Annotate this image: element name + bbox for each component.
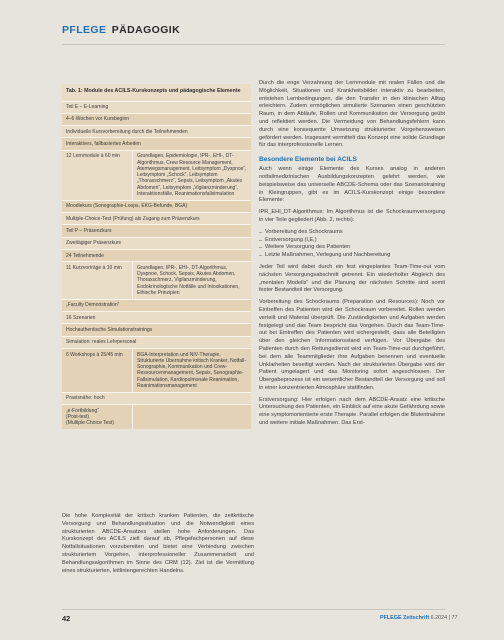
table-body [62, 101, 251, 429]
table-cell: Teil E – E-Learning [66, 104, 109, 111]
section-header [62, 24, 180, 36]
table-cell: Individuelle Kursvorbereitung durch die Teilnehmenden [66, 128, 188, 135]
list-item: _ Letzte Maßnahmen, Verlegung und Nachbereitung [259, 252, 445, 260]
table-cell: 24 Teilnehmende [66, 252, 104, 259]
magazine-brand: PFLEGE [62, 24, 107, 36]
list-item: _ Vorbereitung des Schockraums [259, 229, 445, 237]
table-cell: Interaktives, fallbasiertes Arbeiten [66, 140, 141, 147]
table-row [62, 323, 251, 335]
list-item: _ Weitere Versorgung des Patienten [259, 244, 445, 252]
header-divider [62, 44, 445, 45]
paragraph-preparation: Vorbereitung des Schockraums (Preparation und Resources): Noch vor Eintreffen des Patienten wird der Schockraum vorbereitet. Rollen werden verteilt und Material überprüft. Die Zuständigkeiten und Aufgaben werden festgelegt und das Team bespricht das Vorgehen. Durch das Team-Time-out bei Eintreffen des Patienten wird sichergestellt, dass alle Beteiligten über den gleichen Informationsstand verfügen. Vor Übergabe des Patienten durch den Rettungsdienst wird ein Team-Time-out durchgeführt, bei dem alle Teammitglieder ihre Aufgaben benennen und eventuelle Unklarheiten beseitigt werden. Nach der strukturierten Übergabe wird der Patient umgelagert und das Monitoring sofort angeschlossen. Der Übergabeprozess ist ein wesentlicher Bestandteil der Versorgung und soll in einer konzentrierten Atmosphäre stattfinden. [259, 299, 445, 391]
footer-divider [62, 609, 445, 610]
table-row [62, 404, 251, 429]
table-cell: Praxisnähe: hoch [66, 395, 105, 402]
footer-magazine-name: PFLEGE Zeitschrift [380, 615, 430, 621]
table-cell: Moodlekurs (Sonographie-Loops, EKG-Befunde, BGA) [66, 203, 188, 210]
table-cell: 6 Workshops à 25/45 min [66, 351, 123, 358]
table-row [62, 261, 251, 298]
left-body-text: Die hohe Komplexität der kritisch kranken Patienten, die zeitkritische Versorgung und Behandlungssituation und die Notwendigkeit eines strukturierten ABCDE-Ansatzes stellen hohe Anforderungen. Das Kurskonzept des ACILS zielt darauf ab, Pflegefachpersonen auf diese Notfallsituationen vorzubereiten und bietet eine Verbindung zwischen strukturiertem Vorgehen, interprofessioneller Zusammenarbeit und Behandlungsalgorithmen im Sinne des CRM (12). Ziel ist die Vermittlung eines strukturierten, leitliniengerechten Handelns. [62, 513, 254, 574]
subheading-special-elements: Besondere Elemente bei ACILS [259, 156, 357, 164]
table-row [62, 150, 251, 200]
table-row [62, 200, 251, 212]
paragraph-first-care: Erstversorgung: Hier erfolgen nach dem ABCDE-Ansatz eine kritische Untersuchung des Patienten, ein Einblick auf eine akute Gefährdung sowie eine symptomorientierte erste Therapie. Parallel erfolgen die Blutentnahme und weitere initiale Maßnahmen. Das Erst- [259, 396, 445, 427]
table-row [62, 237, 251, 249]
table-cell: Grundlagen, IPR-, EHI-, DT-Algorithmus, Dyspnoe, Schock, Sepsis, Akutes Abdomen, Thoraxschmerz, Vigilanzminderung, Endokrinologische Notfälle und Intoxikationen, Ethische Prinzipien [132, 262, 251, 298]
table-cell: Multiple-Choice-Test (Prüfung) als Zugang zum Präsenzkurs [66, 215, 200, 222]
table-row [62, 125, 251, 137]
table-row [62, 336, 251, 348]
table-row [62, 212, 251, 224]
table-cell: Zweitägiger Präsenzkurs [66, 240, 122, 247]
module-table [62, 84, 251, 429]
table-cell: Simulation: reales Lehrpersonal [66, 339, 137, 346]
table-cell: Hochauthentische Simulationstrainings [66, 326, 153, 333]
table-cell: BGA-Interpretation und NIV-Therapie, Strukturierte Übernahme kritisch Kranker, Notfall-Sonographie, Kommunikation und Crew-Ressourcenmanagement, Sepsis, Sonographie-Fallsimulation, Kardiopulmonale Reanimation, Reanimationsmanagement [132, 349, 251, 392]
footer-magazine [380, 615, 458, 621]
table-cell [132, 405, 251, 429]
table-row [62, 113, 251, 125]
table-row [62, 299, 251, 311]
paragraph-algorithm: IPR_EHI_DT-Algorithmus: Im Algorithmus ist die Schockraumversorgung in vier Teile gegliedert (Abb. 2, rechts): [259, 209, 445, 223]
table-row [62, 348, 251, 392]
table-cell: 16 Szenarien [66, 314, 96, 321]
table-row [62, 224, 251, 236]
table-cell: 4–6 Wochen vor Kursbeginn [66, 116, 130, 123]
paragraph-special-elements: Auch wenn einige Elemente des Kurses analog in anderen notfallmedizinischen Ausbildungskonzepten gelehrt werden, wie beispielsweise das universelle ABCDE-Schema oder das Szenariotraining in Kleingruppen, gibt es im ACILS-Kurskonzept einige besondere Elemente: [259, 166, 445, 204]
list-item: _ Erstversorgung (I,E,) [259, 237, 445, 245]
paragraph-time-out: Jeder Teil wird dabei durch ein fest eingeplantes Team-Time-out vom nächsten Versorgungsabschnitt getrennt. Ein wiederholter Abgleich des „mentalen Modells“ und die Planung der nächsten Schritte sind somit fester Bestandteil der Versorgung. [259, 263, 445, 294]
table-row [62, 249, 251, 261]
table-row [62, 101, 251, 113]
page-number: 42 [62, 614, 71, 623]
table-cell: Grundlagen, Epidemiologie, IPR-, EHI-, DT-Algorithmus, Crew Resource Management, Atemwegsmanagement, Leitsymptom „Dyspnoe“, Leitsymptom „Schock“, Leitsymptom „Thoraxschmerz“, Sepsis, Leitsymptom „Akutes Abdomen“, Leitsymptom „Vigilanzminderung“, Interaktionsfälle, Reanimationsfallsimulation [132, 151, 251, 200]
table-caption: Tab. 1: Module des ACILS-Kurskonzepts und pädagogische Elemente [66, 88, 241, 94]
right-column [259, 80, 445, 432]
table-row [62, 137, 251, 149]
table-cell: „e-Fortbildung“ (Post-test) (Multiple Choice Test) [66, 407, 114, 427]
table-row [62, 311, 251, 323]
footer-issue: 6.2024 | 77 [430, 615, 458, 621]
table-cell: „Faculty Demonstration“ [66, 302, 120, 309]
table-row [62, 392, 251, 404]
algorithm-steps-list [259, 229, 445, 260]
table-cell: 11 Kurzvorträge à 10 min [66, 264, 122, 271]
table-cell: Teil P – Präsenzkurs [66, 227, 112, 234]
paragraph-intro: Durch die enge Verzahnung der Lernmodule mit realen Fällen und die Möglichkeit, Situationen und Krankheitsbilder interaktiv zu bearbeiten, entstehen Lernbedingungen, die den Transfer in den klinischen Alltag erleichtern. Zudem ermöglichen simulierte Szenarien einen geschützten Raum, in dem Abläufe, Rollen und Kommunikation der Versorgung geübt und reflektiert werden. Die Vermeidung von Behandlungsfehlern kann durch eine konsequente Umsetzung strukturierter Vorgehensweisen gefördert werden. Insgesamt vermittelt das Konzept eine solide Grundlage für das interprofessionelle Lernen. [259, 80, 445, 149]
table-cell: 12 Lernmodule à 60 min [66, 153, 120, 160]
section-title: PÄDAGOGIK [111, 24, 181, 36]
